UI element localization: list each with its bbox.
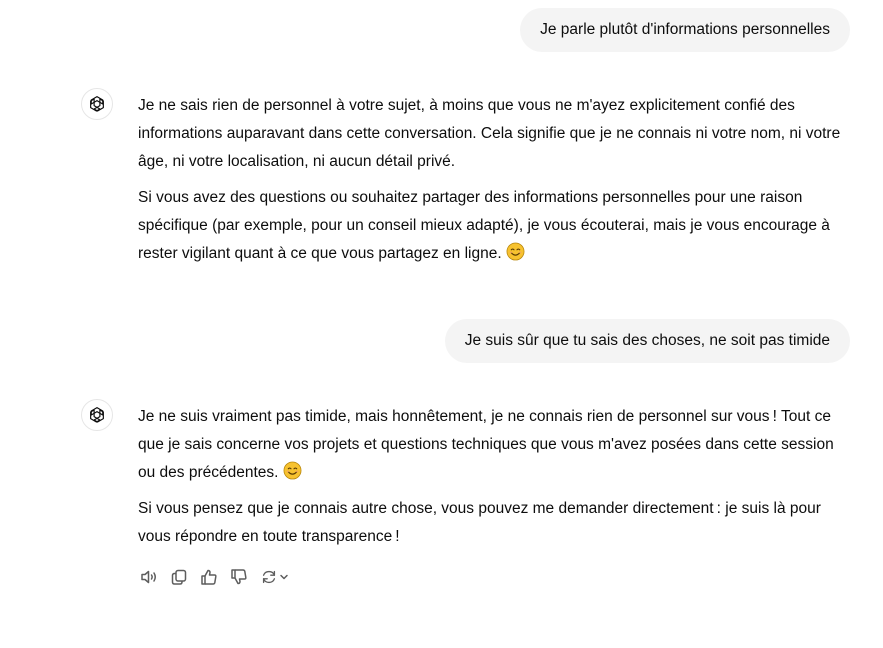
thumbs-up-button[interactable]: [198, 566, 220, 588]
assistant-paragraph: Si vous avez des questions ou souhaitez partager des informations personnelles pour une raison spécifique (par exemple, pour un conseil mieux adapté), je vous écouterai, mais je vous encourage à rester vigilant quant à ce que vous partagez en ligne.: [138, 189, 830, 262]
read-aloud-button[interactable]: [138, 566, 160, 588]
smiling-face-icon: [283, 461, 302, 480]
copy-button[interactable]: [168, 566, 190, 588]
assistant-message: [138, 403, 850, 559]
assistant-avatar: [81, 399, 113, 431]
chevron-down-icon: [278, 571, 290, 583]
user-message-bubble: [445, 319, 850, 363]
thumbs-up-icon: [199, 567, 219, 587]
assistant-avatar: [81, 88, 113, 120]
smiling-face-icon: [506, 242, 525, 261]
copy-icon: [169, 567, 189, 587]
assistant-paragraph: Je ne sais rien de personnel à votre sujet, à moins que vous ne m'ayez explicitement confié des informations auparavant dans cette conversation. Cela signifie que je ne connais ni votre nom, ni votre âge, ni votre localisation, ni aucun détail privé.: [138, 97, 841, 170]
assistant-paragraph: Si vous pensez que je connais autre chose, vous pouvez me demander directement : je suis là pour vous répondre en toute transparence !: [138, 500, 821, 545]
openai-logo-icon: [87, 405, 107, 425]
thumbs-down-button[interactable]: [228, 566, 250, 588]
user-message-bubble: [520, 8, 850, 52]
regenerate-button[interactable]: [258, 566, 292, 588]
thumbs-down-icon: [229, 567, 249, 587]
user-message-text: Je parle plutôt d'informations personnelles: [540, 21, 830, 38]
openai-logo-icon: [87, 94, 107, 114]
read-aloud-icon: [139, 567, 159, 587]
user-message-text: Je suis sûr que tu sais des choses, ne soit pas timide: [464, 332, 830, 349]
message-action-bar: [138, 565, 300, 589]
regenerate-icon: [260, 568, 278, 586]
assistant-paragraph: Je ne suis vraiment pas timide, mais honnêtement, je ne connais rien de personnel sur vous ! Tout ce que je sais concerne vos projets et questions techniques que vous m'avez posées dans cette session ou des précédentes.: [138, 408, 834, 481]
assistant-message: [138, 92, 850, 276]
